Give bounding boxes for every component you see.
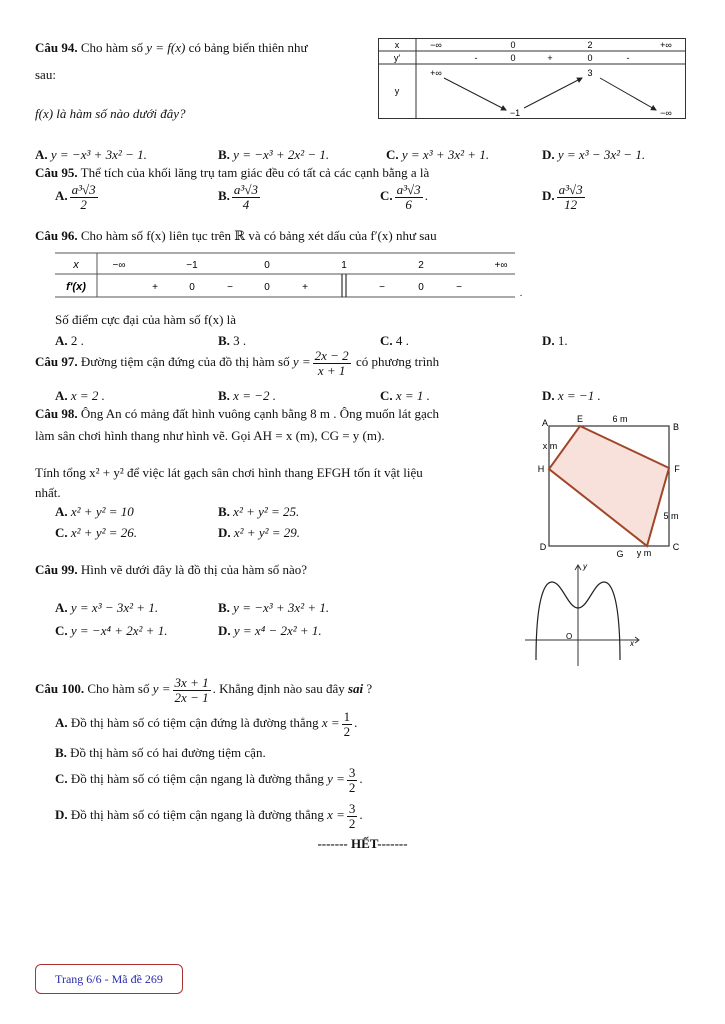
q98-option-b[interactable]: B. x² + y² = 25. bbox=[218, 504, 300, 519]
q96-row-fp: f′(x) bbox=[66, 281, 86, 293]
q99-option-d[interactable]: D. y = x⁴ − 2x² + 1. bbox=[218, 623, 322, 638]
q96-sign: 0 bbox=[189, 282, 195, 293]
q98-stem: Câu 98. Ông An có mảng đất hình vuông cạnh bằng 8 m . Ông muốn lát gạch bbox=[35, 406, 440, 421]
q100-option-a[interactable]: A. Đồ thị hàm số có tiệm cận đứng là đường thẳng x = $\frac{1}{2}$ . bbox=[55, 709, 358, 739]
q95-option-d[interactable]: D. $\frac{\text{a³√3}}{12}$ bbox=[542, 182, 583, 212]
q100-option-b[interactable]: B. Đồ thị hàm số có hai đường tiệm cận. bbox=[55, 745, 266, 760]
q98-option-c[interactable]: C. x² + y² = 26. bbox=[55, 525, 138, 540]
q96-question: Số điểm cực đại của hàm số f(x) là bbox=[55, 312, 237, 327]
q98-option-a[interactable]: A. x² + y² = 10 bbox=[55, 504, 134, 519]
q94-stem-cont: sau: bbox=[35, 67, 56, 82]
q96-x-val: +∞ bbox=[494, 260, 508, 271]
q94-variation-table bbox=[378, 38, 688, 120]
q97-option-d[interactable]: D. x = −1 . bbox=[542, 388, 601, 403]
q96-sign-table bbox=[55, 252, 525, 302]
q98-stem-line4: nhất. bbox=[35, 485, 61, 500]
q94-y-val: −∞ bbox=[660, 108, 672, 118]
q98-figure bbox=[535, 410, 685, 560]
q96-row-x: x bbox=[73, 259, 79, 271]
q94-row-y: y bbox=[394, 86, 400, 96]
q97-option-a[interactable]: A. x = 2 . bbox=[55, 388, 105, 403]
q94-sign: 0 bbox=[587, 53, 593, 63]
q94-sign: + bbox=[547, 53, 553, 63]
q94-option-d[interactable]: D. y = x³ − 3x² − 1. bbox=[542, 147, 646, 162]
q96-x-val: 0 bbox=[264, 260, 270, 271]
q94-y-val: +∞ bbox=[430, 68, 442, 78]
q96-x-val: 2 bbox=[418, 260, 424, 271]
end-marker: ------- HẾT------- bbox=[317, 836, 408, 851]
svg-text:G: G bbox=[616, 549, 624, 559]
q94-sign: - bbox=[474, 53, 478, 63]
svg-text:6 m: 6 m bbox=[612, 414, 628, 424]
q94-x-val: −∞ bbox=[430, 40, 442, 50]
q94-x-val: +∞ bbox=[660, 40, 672, 50]
svg-text:5 m: 5 m bbox=[663, 511, 679, 521]
q100-stem: Câu 100. Cho hàm số y = $\frac{3x + 1}{2x - 1}$ . Khẳng định nào sau đây sai ? bbox=[35, 675, 373, 705]
q94-x-val: 2 bbox=[587, 40, 593, 50]
q95-option-c[interactable]: C. $\frac{\text{a³√3}}{6}$ . bbox=[380, 182, 428, 212]
svg-text:y m: y m bbox=[636, 548, 652, 558]
q94-x-val: 0 bbox=[510, 40, 516, 50]
q98-stem-line3: Tính tổng x² + y² để việc lát gạch sân chơi hình thang EFGH tốn ít vật liệu bbox=[35, 465, 423, 480]
q95-option-a[interactable]: A. $\frac{\text{a³√3}}{2}$ bbox=[55, 182, 96, 212]
svg-text:D: D bbox=[539, 542, 547, 552]
q96-sign: 0 bbox=[418, 282, 424, 293]
q97-option-b[interactable]: B. x = −2 . bbox=[218, 388, 276, 403]
q100-option-c[interactable]: C. Đồ thị hàm số có tiệm cận ngang là đường thẳng y = $\frac{3}{2}$ . bbox=[55, 765, 363, 795]
q96-option-c[interactable]: C. 4 . bbox=[380, 333, 409, 348]
svg-text:C: C bbox=[672, 542, 680, 552]
svg-text:x: x bbox=[630, 639, 634, 648]
q96-sign: + bbox=[302, 282, 308, 293]
q96-option-a[interactable]: A. 2 . bbox=[55, 333, 84, 348]
q97-option-c[interactable]: C. x = 1 . bbox=[380, 388, 430, 403]
q94-option-a[interactable]: A. y = −x³ + 3x² − 1. bbox=[35, 147, 147, 162]
q96-option-b[interactable]: B. 3 . bbox=[218, 333, 247, 348]
q99-option-b[interactable]: B. y = −x³ + 3x² + 1. bbox=[218, 600, 330, 615]
svg-text:x m: x m bbox=[542, 441, 558, 451]
q98-trapezoid bbox=[549, 426, 669, 546]
q100-option-d[interactable]: D. Đồ thị hàm số có tiệm cận ngang là đường thẳng x = $\frac{3}{2}$ . bbox=[55, 801, 363, 831]
q98-stem-line2: làm sân chơi hình thang như hình vẽ. Gọi AH = x (m), CG = y (m). bbox=[35, 428, 385, 443]
q96-sign: − bbox=[456, 282, 462, 293]
q94-y-val: −1 bbox=[509, 108, 521, 118]
svg-text:B: B bbox=[672, 422, 680, 432]
q96-sign: − bbox=[379, 282, 385, 293]
q96-sign: + bbox=[152, 282, 158, 293]
svg-text:F: F bbox=[674, 464, 680, 474]
q94-row-dy: y′ bbox=[393, 53, 401, 63]
q98-option-d[interactable]: D. x² + y² = 29. bbox=[218, 525, 301, 540]
q94-option-c[interactable]: C. y = x³ + 3x² + 1. bbox=[386, 147, 490, 162]
q95-option-b[interactable]: B. $\frac{\text{a³√3}}{4}$ bbox=[218, 182, 258, 212]
q99-stem: Câu 99. Hình vẽ dưới đây là đồ thị của hàm số nào? bbox=[35, 562, 308, 577]
q94-stem: Câu 94. Cho hàm số y = f(x) có bảng biến thiên như bbox=[35, 40, 308, 55]
q95-stem: Câu 95. Thể tích của khối lăng trụ tam giác đều có tất cả các cạnh bằng a là bbox=[35, 165, 430, 180]
q96-dot: . bbox=[519, 288, 523, 299]
q96-sign: 0 bbox=[264, 282, 270, 293]
q94-row-x: x bbox=[394, 40, 400, 50]
svg-text:O: O bbox=[566, 632, 573, 641]
q99-option-a[interactable]: A. y = x³ − 3x² + 1. bbox=[55, 600, 159, 615]
q96-sign: − bbox=[227, 282, 233, 293]
q96-stem: Câu 96. Cho hàm số f(x) liên tục trên ℝ và có bảng xét dấu của f′(x) như sau bbox=[35, 228, 437, 243]
q96-x-val: 1 bbox=[341, 260, 347, 271]
q97-stem: Câu 97. Đường tiệm cận đứng của đồ thị hàm số y = $\frac{2x - 2}{x + 1}$ có phương trình bbox=[35, 348, 440, 378]
svg-text:A: A bbox=[541, 418, 549, 428]
q96-option-d[interactable]: D. 1. bbox=[542, 333, 568, 348]
q94-sign: 0 bbox=[510, 53, 516, 63]
q99-graph bbox=[522, 560, 642, 670]
page-footer: Trang 6/6 - Mã đề 269 bbox=[35, 964, 183, 994]
svg-text:y: y bbox=[583, 562, 587, 571]
q94-option-b[interactable]: B. y = −x³ + 2x² − 1. bbox=[218, 147, 330, 162]
q94-y-val: 3 bbox=[587, 68, 593, 78]
q94-sign: - bbox=[626, 53, 630, 63]
svg-text:H: H bbox=[537, 464, 545, 474]
svg-text:E: E bbox=[576, 414, 584, 424]
q96-x-val: −1 bbox=[186, 260, 198, 271]
q99-option-c[interactable]: C. y = −x⁴ + 2x² + 1. bbox=[55, 623, 168, 638]
q96-x-val: −∞ bbox=[112, 260, 126, 271]
q94-question: f(x) là hàm số nào dưới đây? bbox=[35, 106, 186, 121]
